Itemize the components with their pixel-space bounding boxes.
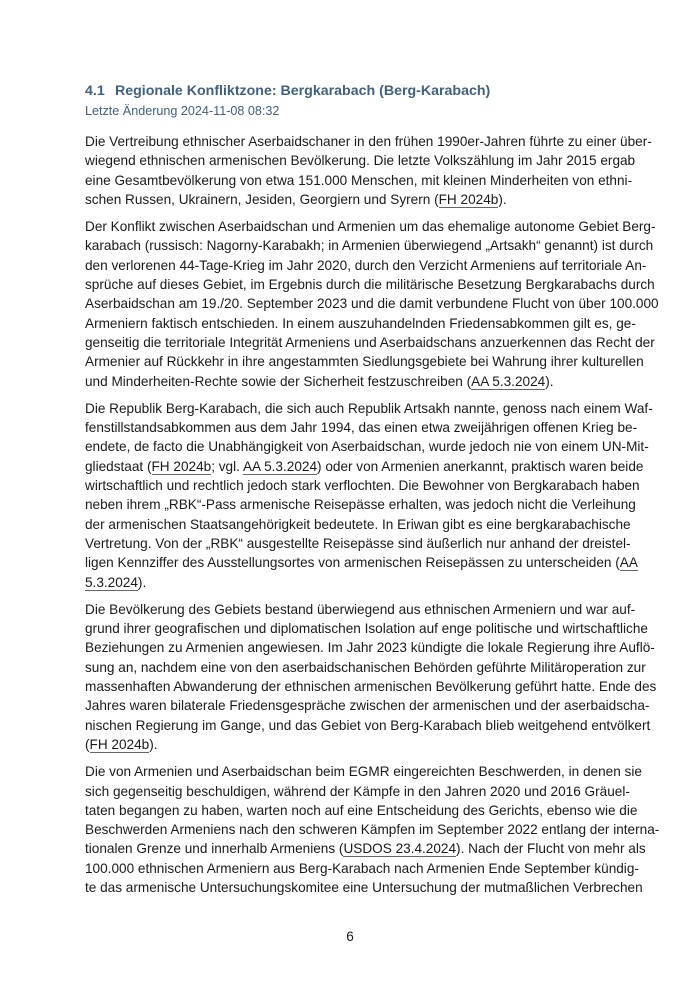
text-segment: Jahres waren bilaterale Friedensgespräche zwischen der armenischen und der aserbaidscha- <box>85 698 650 714</box>
text-segment: Die Republik Berg-Karabach, die sich auch Republik Artsakh nannte, genoss nach einem Waf- <box>85 400 653 416</box>
text-line <box>85 878 643 897</box>
source-link[interactable]: FH 2024b <box>151 458 212 474</box>
text-segment: schen Russen, Ukrainern, Jesiden, Georgiern und Syrern ( <box>85 191 439 207</box>
text-line <box>85 352 644 371</box>
page-number: 6 <box>346 929 354 944</box>
text-line <box>85 437 649 456</box>
text-segment: ( <box>85 736 90 752</box>
text-segment: Der Konflikt zwischen Aserbaidschan und Armenien um das ehemalige autonome Gebiet Berg- <box>85 219 656 235</box>
text-segment: der armenischen Staatsangehörigkeit bedeutete. In Eriwan gibt es eine bergkarabachische <box>85 516 631 532</box>
text-segment: Beschwerden Armeniens nach den schweren Kämpfen im September 2022 entlang der interna- <box>85 822 660 838</box>
text-segment: Armeniern faktisch entschieden. In einem auszuhandelnden Friedensabkommen gilt es, ge- <box>85 315 636 331</box>
text-segment: Die von Armenien und Aserbaidschan beim EGMR eingereichten Beschwerden, in denen sie <box>85 764 642 780</box>
paragraph <box>85 600 657 754</box>
text-line <box>85 495 636 514</box>
text-line <box>85 573 617 592</box>
paragraph <box>85 399 653 592</box>
text-segment: Vertretung. Von der „RBK“ ausgestellte Reisepässe sind äußerlich nur anhand der dreistel- <box>85 535 631 551</box>
section-heading <box>85 83 490 99</box>
text-segment: massenhaften Abwanderung der ethnischen armenischen Bevölkerung geführt hatte. Ende des <box>85 679 657 695</box>
text-segment: Die Vertreibung ethnischer Aserbaidschaner in den frühen 1990er-Jahren führte zu einer über- <box>85 134 652 149</box>
section-number: 4.1 <box>85 83 105 99</box>
text-line <box>85 658 646 677</box>
text-segment: grund ihrer geografischen und diplomatischen Isolation auf enge politische und wirtschaftliche <box>85 621 648 637</box>
text-segment: Beziehungen zu Armenien angewiesen. Im Jahr 2023 kündigte die lokale Regierung ihre Auflö- <box>85 640 655 656</box>
text-segment: ). <box>498 191 507 207</box>
text-segment: gliedstaat ( <box>85 458 152 474</box>
source-link[interactable]: 5.3.2024 <box>85 574 138 590</box>
text-line <box>85 372 617 391</box>
text-segment: ligen Kennziffer des Ausstellungsortes von armenischen Reisepässen zu unterscheiden ( <box>85 555 620 571</box>
text-segment: ; vgl. <box>211 458 243 474</box>
text-segment: wiegend ethnischen armenischen Bevölkerung. Die letzte Volkszählung im Jahr 2015 ergab <box>85 153 636 169</box>
text-segment: fenstillstandsabkommen aus dem Jahr 1994, das einen etwa zweijährigen offenen Krieg be- <box>85 420 638 436</box>
text-line <box>85 762 642 781</box>
text-segment: te das armenische Untersuchungskomitee eine Untersuchung der mutmaßlichen Verbrechen <box>85 879 643 895</box>
text-line <box>85 801 638 820</box>
source-link[interactable]: USDOS 23.4.2024 <box>343 841 457 857</box>
section-title: Regionale Konfliktzone: Bergkarabach (Berg-Karabach) <box>115 83 491 99</box>
text-line <box>85 735 617 754</box>
text-segment: ). <box>545 373 554 389</box>
text-segment: sich gegenseitig beschuldigen, während der Kämpfe in den Jahren 2020 und 2016 Gräuel- <box>85 783 630 799</box>
paragraph <box>85 132 652 209</box>
text-line <box>85 151 636 170</box>
last-modified: Letzte Änderung 2024-11-08 08:32 <box>85 104 280 118</box>
text-line <box>85 294 659 313</box>
text-line <box>85 256 647 275</box>
text-segment: ). Nach der Flucht von mehr als <box>456 841 646 857</box>
text-segment: Aserbaidschan am 19./20. September 2023 und die damit verbundene Flucht von über 100.000 <box>85 296 659 312</box>
text-segment: genseitig die territoriale Integrität Armeniens und Aserbaidschans anzuerkennen das Recht der <box>85 334 655 350</box>
text-segment: karabach (russisch: Nagorny-Karabakh; in Armenien überwiegend „Artsakh“ genannt) ist durch <box>85 238 654 254</box>
paragraph <box>85 217 659 391</box>
text-line <box>85 600 636 619</box>
text-line <box>85 217 656 236</box>
text-segment: sung an, nachdem eine von den aserbaidschanischen Behörden geführte Militäroperation zur <box>85 659 646 675</box>
text-segment: wirtschaftlich und rechtlich jedoch stark verflochten. Die Bewohner von Bergkarabach haben <box>85 478 640 494</box>
text-segment: taten begangen zu haben, warten noch auf eine Entscheidung des Gerichts, ebenso wie die <box>85 802 638 818</box>
text-line <box>85 553 638 572</box>
text-segment: 100.000 ethnischen Armeniern aus Berg-Karabach nach Armenien Ende September kündig- <box>85 860 639 876</box>
source-link[interactable]: FH 2024b <box>438 191 499 207</box>
text-segment: den verlorenen 44-Tage-Krieg im Jahr 2020, durch den Verzicht Armeniens auf territoriale An- <box>85 257 647 273</box>
text-segment: sprüche auf dieses Gebiet, im Ergebnis durch die militärische Besetzung Bergkarabachs durch <box>85 277 655 293</box>
paragraph <box>85 762 660 897</box>
text-line <box>85 418 638 437</box>
text-segment: Die Bevölkerung des Gebiets bestand überwiegend aus ethnischen Armeniern und war auf- <box>85 601 636 617</box>
text-line <box>85 638 655 657</box>
text-line <box>85 716 651 735</box>
source-link[interactable]: AA <box>619 555 638 571</box>
text-segment: und Minderheiten-Rechte sowie der Sicherheit festzuschreiben ( <box>85 373 472 389</box>
text-line <box>85 314 636 333</box>
text-line <box>85 859 639 878</box>
text-line <box>85 782 630 801</box>
text-line <box>85 476 640 495</box>
text-line <box>85 696 650 715</box>
text-line <box>85 534 631 553</box>
text-line <box>85 236 654 255</box>
source-link[interactable]: FH 2024b <box>89 736 150 752</box>
text-line <box>85 677 657 696</box>
text-segment: endete, de facto die Unabhängigkeit von Aserbaidschan, wurde jedoch nie von einem UN-Mit- <box>85 439 649 455</box>
text-line <box>85 839 646 858</box>
text-line <box>85 171 633 190</box>
source-link[interactable]: AA 5.3.2024 <box>242 458 318 474</box>
text-segment: tionalen Grenze und innerhalb Armeniens ( <box>85 841 344 857</box>
text-line <box>85 275 655 294</box>
text-segment: eine Gesamtbevölkerung von etwa 151.000 Menschen, mit kleinen Minderheiten von ethni- <box>85 172 633 188</box>
text-segment: ) oder von Armenien anerkannt, praktisch waren beide <box>317 458 644 474</box>
text-line <box>85 457 644 476</box>
text-segment: Armenier auf Rückkehr in ihre angestammten Siedlungsgebiete bei Wahrung ihrer kulturellen <box>85 354 644 370</box>
text-segment: neben ihrem „RBK“-Pass armenische Reisepässe erhalten, was jedoch nicht die Verleihung <box>85 497 636 513</box>
text-line <box>85 333 655 352</box>
text-line <box>85 619 648 638</box>
text-line <box>85 515 631 534</box>
document-body <box>85 132 660 905</box>
text-line <box>85 820 660 839</box>
text-line <box>85 132 652 151</box>
text-line <box>85 190 617 209</box>
text-segment: ). <box>149 736 158 752</box>
source-link[interactable]: AA 5.3.2024 <box>471 373 546 389</box>
text-segment: nischen Regierung im Gange, und das Gebiet von Berg-Karabach blieb weitgehend entvölkert <box>85 717 651 733</box>
text-line <box>85 399 653 418</box>
text-segment: ). <box>137 574 147 590</box>
